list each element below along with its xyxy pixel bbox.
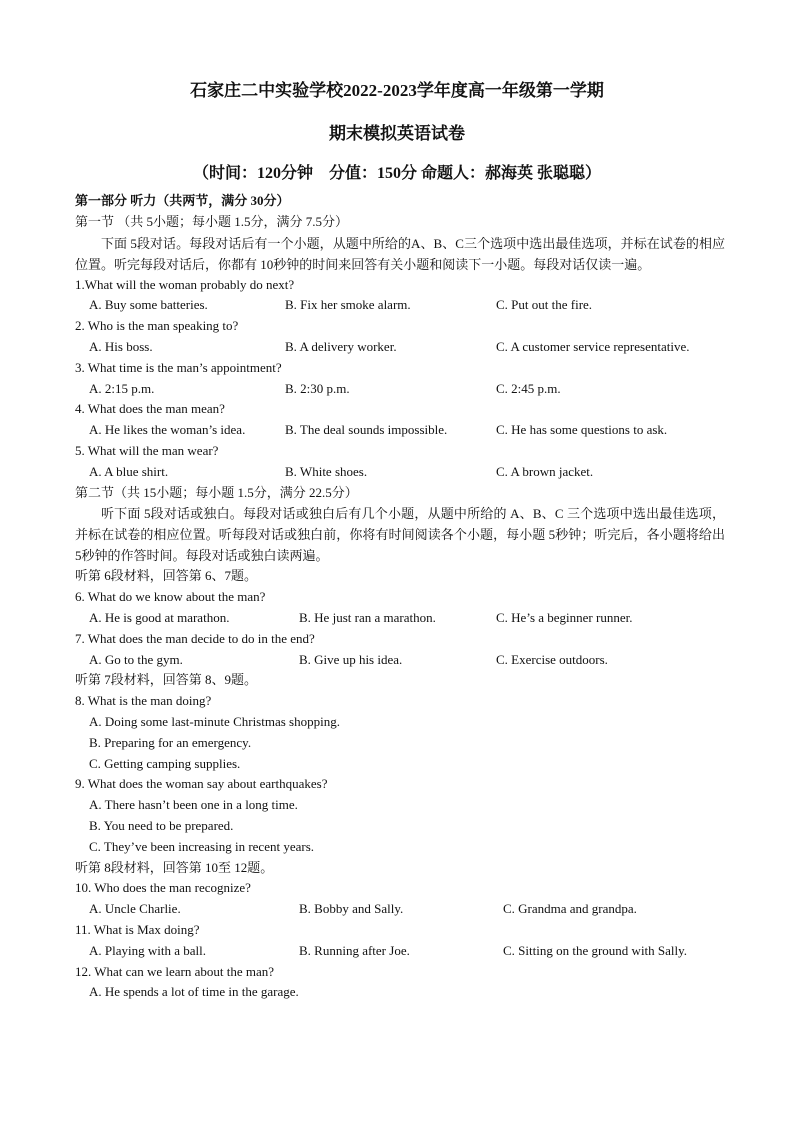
question-7: 7. What does the man decide to do in the end? bbox=[75, 630, 315, 646]
options-2 bbox=[75, 337, 725, 358]
section1-instructions: 下面 5段对话。每段对话后有一个小题，从题中所给的A、B、C三个选项中选出最佳选项，并标在试卷的相应位置。听完每段对话后，你都有 10秒钟的时间来回答有关小题和阅读下一小题。每段对话仅读一遍。 bbox=[75, 235, 725, 272]
material-8-heading: 听第 8段材料，回答第 10至 12题。 bbox=[75, 859, 274, 875]
question-1: 1.What will the woman probably do next? bbox=[75, 276, 295, 292]
option-b: B. Preparing for an emergency. bbox=[89, 734, 252, 750]
option-c: C. 2:45 p.m. bbox=[496, 380, 561, 396]
option-c: C. He has some questions to ask. bbox=[496, 422, 668, 438]
section1-heading: 第一节 （共 5小题；每小题 1.5分，满分 7.5分） bbox=[75, 213, 349, 229]
exam-title: 石家庄二中实验学校2022-2023学年度高一年级第一学期 bbox=[190, 81, 604, 100]
option-a: A. 2:15 p.m. bbox=[89, 380, 155, 396]
exam-info: （时间：120分钟 分值：150分 命题人：郝海英 张聪聪） bbox=[192, 165, 601, 182]
section2-instructions: 听下面 5段对话或独白。每段对话或独白后有几个小题，从题中所给的 A、B、C 三个选项中选出最佳选项，并标在试卷的相应位置。听每段对话或独白前，你将有时间阅读各个小题，每小题 5秒钟；听完后，各小题将给出 5秒钟的作答时间。每段对话或独白读两遍。 bbox=[75, 506, 725, 564]
option-c: C. Exercise outdoors. bbox=[496, 651, 608, 667]
exam-content bbox=[75, 191, 725, 1003]
options-1 bbox=[75, 295, 725, 316]
option-c: C. A customer service representative. bbox=[496, 338, 690, 354]
option-a: A. There hasn’t been one in a long time. bbox=[89, 797, 298, 813]
option-b: B. You need to be prepared. bbox=[89, 817, 234, 833]
option-a: A. He spends a lot of time in the garage. bbox=[89, 984, 299, 1000]
option-b: B. He just ran a marathon. bbox=[299, 609, 436, 625]
option-a: A. A blue shirt. bbox=[89, 463, 169, 479]
options-5 bbox=[75, 462, 725, 483]
option-b: B. 2:30 p.m. bbox=[285, 380, 350, 396]
option-c: C. A brown jacket. bbox=[496, 463, 594, 479]
part1-heading: 第一部分 听力（共两节，满分 30分） bbox=[75, 193, 290, 208]
question-3: 3. What time is the man’s appointment? bbox=[75, 359, 282, 375]
option-c: C. He’s a beginner runner. bbox=[496, 609, 633, 625]
material-7-heading: 听第 7段材料，回答第 8、9题。 bbox=[75, 672, 258, 688]
option-b: B. White shoes. bbox=[285, 463, 368, 479]
options-6 bbox=[75, 608, 725, 629]
exam-subtitle: 期末模拟英语试卷 bbox=[329, 124, 465, 143]
question-2: 2. Who is the man speaking to? bbox=[75, 318, 239, 334]
option-c: C. Put out the fire. bbox=[496, 297, 593, 313]
option-a: A. Playing with a ball. bbox=[89, 942, 206, 958]
question-5: 5. What will the man wear? bbox=[75, 442, 219, 458]
option-b: B. The deal sounds impossible. bbox=[285, 422, 448, 438]
options-11 bbox=[75, 941, 725, 962]
question-8: 8. What is the man doing? bbox=[75, 693, 212, 709]
question-10: 10. Who does the man recognize? bbox=[75, 880, 251, 896]
option-b: B. Fix her smoke alarm. bbox=[285, 297, 411, 313]
question-4: 4. What does the man mean? bbox=[75, 401, 225, 417]
option-a: A. Buy some batteries. bbox=[89, 297, 208, 313]
options-4 bbox=[75, 420, 725, 441]
question-6: 6. What do we know about the man? bbox=[75, 589, 266, 605]
option-c: C. Grandma and grandpa. bbox=[503, 901, 637, 917]
option-a: A. Go to the gym. bbox=[89, 651, 183, 667]
options-7 bbox=[75, 650, 725, 671]
option-b: B. Give up his idea. bbox=[299, 651, 403, 667]
option-a: A. Doing some last-minute Christmas shopping. bbox=[89, 713, 340, 729]
option-c: C. Sitting on the ground with Sally. bbox=[503, 942, 688, 958]
option-b: B. A delivery worker. bbox=[285, 338, 397, 354]
options-3 bbox=[75, 379, 725, 400]
option-b: B. Running after Joe. bbox=[299, 942, 410, 958]
option-a: A. Uncle Charlie. bbox=[89, 901, 181, 917]
material-6-heading: 听第 6段材料，回答第 6、7题。 bbox=[75, 568, 258, 584]
question-12: 12. What can we learn about the man? bbox=[75, 963, 275, 979]
option-c: C. Getting camping supplies. bbox=[89, 755, 241, 771]
option-a: A. His boss. bbox=[89, 338, 153, 354]
option-a: A. He likes the woman’s idea. bbox=[89, 422, 246, 438]
question-11: 11. What is Max doing? bbox=[75, 921, 200, 937]
options-10 bbox=[75, 899, 725, 920]
option-c: C. They’ve been increasing in recent years. bbox=[89, 838, 314, 854]
section2-heading: 第二节（共 15小题；每小题 1.5分，满分 22.5分） bbox=[75, 484, 358, 500]
question-9: 9. What does the woman say about earthquakes? bbox=[75, 776, 328, 792]
option-a: A. He is good at marathon. bbox=[89, 609, 230, 625]
option-b: B. Bobby and Sally. bbox=[299, 901, 404, 917]
